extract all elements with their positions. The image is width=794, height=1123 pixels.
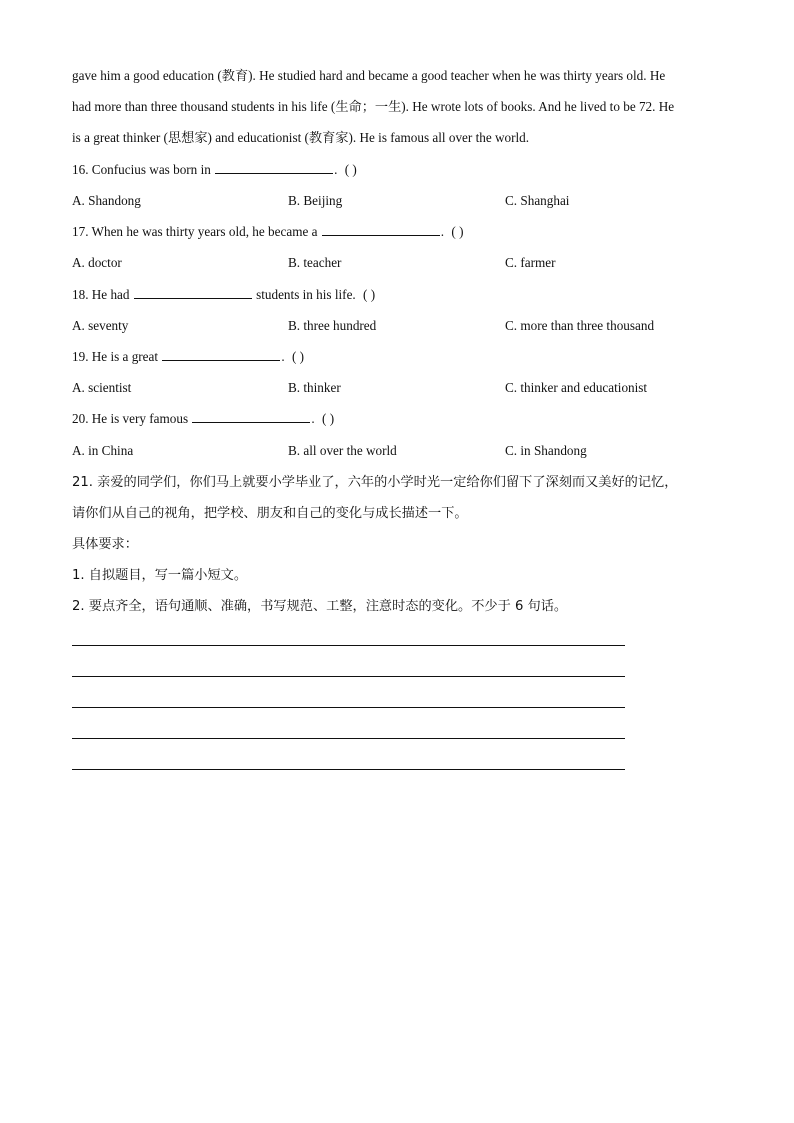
question-text: 16. Confucius was born in	[72, 162, 211, 177]
requirements-title: 具体要求：	[72, 537, 138, 552]
writing-line[interactable]	[72, 707, 625, 708]
passage-line: had more than three thousand students in his life (生命；一生). He wrote lots of books. And he lived to be 72. He	[72, 99, 675, 114]
option-b[interactable]: B. thinker	[288, 380, 341, 395]
question-19	[72, 347, 304, 367]
answer-parenthesis[interactable]: ( )	[451, 224, 464, 239]
question-text: 20. He is very famous	[72, 411, 189, 426]
passage-line: is a great thinker (思想家) and educationist (教育家). He is famous all over the world.	[72, 130, 530, 145]
option-c[interactable]: C. thinker and educationist	[505, 380, 648, 395]
option-c[interactable]: C. Shanghai	[505, 193, 570, 208]
answer-blank[interactable]	[162, 348, 280, 361]
option-a[interactable]: A. in China	[72, 443, 134, 458]
question-18	[72, 285, 375, 305]
question-17	[72, 222, 463, 242]
requirement-2: 2. 要点齐全，语句通顺、准确，书写规范、工整，注意时态的变化。不少于 6 句话。	[72, 599, 568, 614]
answer-parenthesis[interactable]: ( )	[291, 349, 305, 364]
writing-line[interactable]	[72, 645, 625, 646]
answer-blank[interactable]	[322, 223, 440, 236]
answer-blank[interactable]	[192, 410, 310, 423]
writing-prompt-line1: 21. 亲爱的同学们，你们马上就要小学毕业了，六年的小学时光一定给你们留下了深刻而又美好的记忆，	[72, 475, 678, 490]
option-b[interactable]: B. three hundred	[288, 318, 377, 333]
question-text: 17. When he was thirty years old, he became a	[72, 224, 318, 239]
option-b[interactable]: B. all over the world	[288, 443, 397, 458]
requirement-1: 1. 自拟题目，写一篇小短文。	[72, 568, 248, 583]
writing-line[interactable]	[72, 738, 625, 739]
question-text: 18. He had	[72, 287, 130, 302]
answer-parenthesis[interactable]: ( )	[363, 287, 376, 302]
option-a[interactable]: A. scientist	[72, 380, 132, 395]
option-c[interactable]: C. more than three thousand	[505, 318, 655, 333]
answer-blank[interactable]	[215, 161, 333, 174]
option-a[interactable]: A. doctor	[72, 255, 122, 270]
question-16	[72, 160, 357, 180]
writing-line[interactable]	[72, 676, 625, 677]
reading-passage	[72, 60, 722, 153]
option-c[interactable]: C. in Shandong	[505, 443, 587, 458]
question-text-end: .	[440, 224, 445, 239]
question-text-end: students in his life.	[256, 287, 356, 302]
answer-blank[interactable]	[134, 286, 252, 299]
option-b[interactable]: B. teacher	[288, 255, 342, 270]
writing-prompt-line2: 请你们从自己的视角，把学校、朋友和自己的变化与成长描述一下。	[72, 506, 468, 521]
answer-parenthesis[interactable]: ( )	[322, 411, 335, 426]
question-20	[72, 409, 334, 429]
option-a[interactable]: A. Shandong	[72, 193, 141, 208]
writing-line[interactable]	[72, 769, 625, 770]
option-a[interactable]: A. seventy	[72, 318, 129, 333]
question-text: 19. He is a great	[72, 349, 159, 364]
question-text-end: .	[311, 411, 315, 426]
passage-line: gave him a good education (教育). He studied hard and became a good teacher when he was thirty years old. He	[72, 68, 666, 83]
option-c[interactable]: C. farmer	[505, 255, 556, 270]
answer-parenthesis[interactable]: ( )	[344, 162, 357, 177]
option-b[interactable]: B. Beijing	[288, 193, 343, 208]
question-text-end: .	[281, 349, 285, 364]
question-text-end: .	[334, 162, 338, 177]
